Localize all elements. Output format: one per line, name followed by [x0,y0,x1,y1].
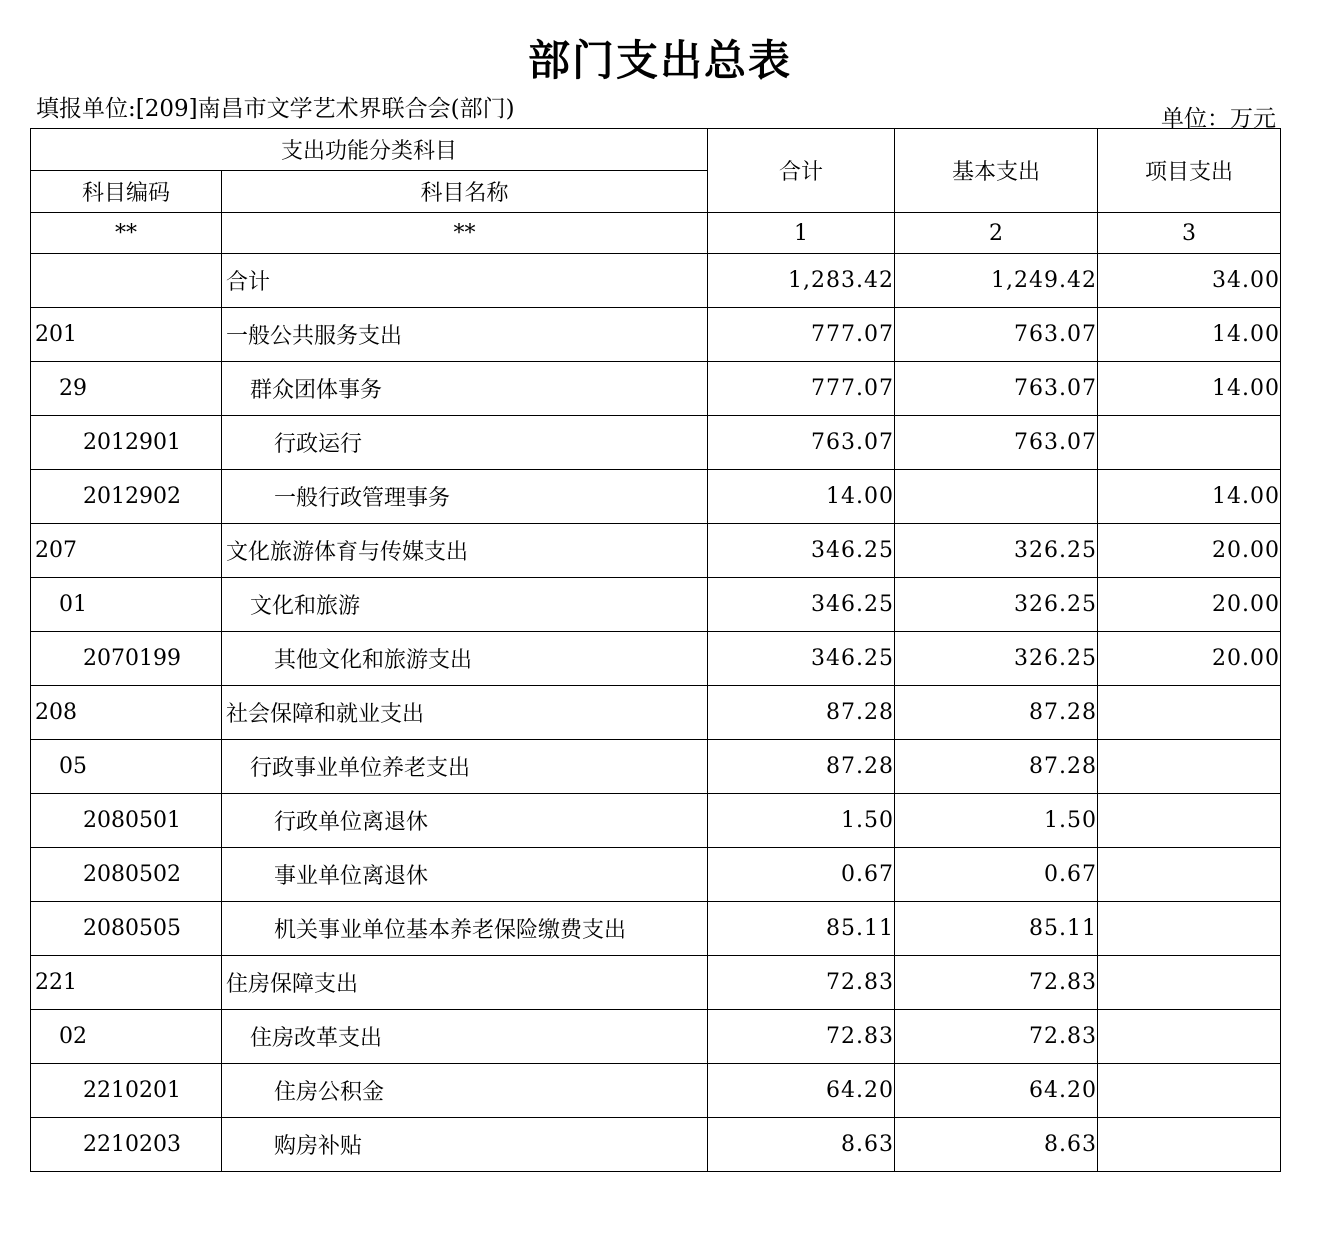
row-subject-name: 行政单位离退休 [222,794,708,848]
row-project-expenditure [1098,1118,1281,1172]
table-row [31,1064,1281,1118]
row-total: 763.07 [708,416,895,470]
table-row [31,470,1281,524]
row-subject-code: 2080505 [31,902,222,956]
header-total: 合计 [708,129,895,213]
row-project-expenditure [1098,740,1281,794]
row-subject-code: 2012901 [31,416,222,470]
row-total: 72.83 [708,1010,895,1064]
row-basic-expenditure [895,470,1098,524]
row-subject-name: 一般行政管理事务 [222,470,708,524]
header-subject-code: 科目编码 [31,171,222,213]
row-subject-name: 住房公积金 [222,1064,708,1118]
row-subject-name: 机关事业单位基本养老保险缴费支出 [222,902,708,956]
row-subject-code: 201 [31,308,222,362]
table-row [31,686,1281,740]
table-row [31,848,1281,902]
row-subject-code: 208 [31,686,222,740]
row-basic-expenditure: 763.07 [895,416,1098,470]
row-subject-code: 05 [31,740,222,794]
table-row [31,740,1281,794]
row-project-expenditure: 20.00 [1098,578,1281,632]
row-total: 1,283.42 [708,254,895,308]
row-basic-expenditure: 763.07 [895,308,1098,362]
header-project-expenditure: 项目支出 [1098,129,1281,213]
row-subject-name: 文化和旅游 [222,578,708,632]
row-basic-expenditure: 64.20 [895,1064,1098,1118]
row-subject-code: 02 [31,1010,222,1064]
row-subject-code: 29 [31,362,222,416]
row-project-expenditure [1098,1010,1281,1064]
table-row [31,578,1281,632]
row-total: 1.50 [708,794,895,848]
table-row [31,362,1281,416]
row-basic-expenditure: 326.25 [895,632,1098,686]
row-total: 8.63 [708,1118,895,1172]
row-subject-name: 住房改革支出 [222,1010,708,1064]
row-basic-expenditure: 326.25 [895,524,1098,578]
row-basic-expenditure: 8.63 [895,1118,1098,1172]
row-basic-expenditure: 0.67 [895,848,1098,902]
row-subject-code: 221 [31,956,222,1010]
row-subject-code: 01 [31,578,222,632]
row-subject-name: 其他文化和旅游支出 [222,632,708,686]
row-project-expenditure: 14.00 [1098,308,1281,362]
table-row [31,308,1281,362]
table-row [31,632,1281,686]
header-row-group [31,129,1281,171]
table-row [31,1118,1281,1172]
index-code: ** [31,213,222,254]
row-subject-code: 207 [31,524,222,578]
row-basic-expenditure: 87.28 [895,686,1098,740]
row-subject-name: 文化旅游体育与传媒支出 [222,524,708,578]
row-total: 346.25 [708,578,895,632]
row-subject-name: 行政事业单位养老支出 [222,740,708,794]
row-project-expenditure [1098,416,1281,470]
row-basic-expenditure: 87.28 [895,740,1098,794]
row-subject-name: 住房保障支出 [222,956,708,1010]
row-subject-name: 购房补贴 [222,1118,708,1172]
row-subject-code: 2070199 [31,632,222,686]
expenditure-table [30,128,1281,1172]
row-subject-code [31,254,222,308]
row-subject-name: 一般公共服务支出 [222,308,708,362]
row-total: 72.83 [708,956,895,1010]
row-basic-expenditure: 72.83 [895,956,1098,1010]
row-total: 346.25 [708,632,895,686]
row-basic-expenditure: 326.25 [895,578,1098,632]
header-category-group: 支出功能分类科目 [31,129,708,171]
index-name: ** [222,213,708,254]
row-subject-code: 2210201 [31,1064,222,1118]
header-row-index [31,213,1281,254]
index-project: 3 [1098,213,1281,254]
row-project-expenditure: 14.00 [1098,362,1281,416]
row-project-expenditure: 14.00 [1098,470,1281,524]
row-subject-code: 2080502 [31,848,222,902]
row-project-expenditure: 20.00 [1098,632,1281,686]
table-body [31,254,1281,1172]
page-title: 部门支出总表 [527,36,792,85]
row-subject-code: 2080501 [31,794,222,848]
table-row [31,1010,1281,1064]
row-subject-code: 2210203 [31,1118,222,1172]
row-total: 64.20 [708,1064,895,1118]
table-row [31,794,1281,848]
row-total: 777.07 [708,308,895,362]
row-basic-expenditure: 85.11 [895,902,1098,956]
row-basic-expenditure: 763.07 [895,362,1098,416]
row-total: 87.28 [708,686,895,740]
row-basic-expenditure: 1,249.42 [895,254,1098,308]
index-total: 1 [708,213,895,254]
row-total: 85.11 [708,902,895,956]
table-row [31,956,1281,1010]
row-project-expenditure [1098,848,1281,902]
row-project-expenditure [1098,686,1281,740]
index-basic: 2 [895,213,1098,254]
row-project-expenditure [1098,956,1281,1010]
table-row [31,902,1281,956]
row-total: 14.00 [708,470,895,524]
row-subject-name: 合计 [222,254,708,308]
row-subject-name: 社会保障和就业支出 [222,686,708,740]
filler-unit-label: 填报单位:[209]南昌市文学艺术界联合会(部门) [36,96,515,122]
row-subject-name: 事业单位离退休 [222,848,708,902]
row-total: 346.25 [708,524,895,578]
row-project-expenditure [1098,794,1281,848]
row-project-expenditure: 34.00 [1098,254,1281,308]
row-subject-name: 行政运行 [222,416,708,470]
row-basic-expenditure: 1.50 [895,794,1098,848]
table-row [31,254,1281,308]
header-basic-expenditure: 基本支出 [895,129,1098,213]
row-total: 777.07 [708,362,895,416]
currency-unit-label: 单位：万元 [1161,106,1276,132]
row-basic-expenditure: 72.83 [895,1010,1098,1064]
table-row [31,524,1281,578]
row-subject-code: 2012902 [31,470,222,524]
row-project-expenditure: 20.00 [1098,524,1281,578]
header-subject-name: 科目名称 [222,171,708,213]
row-subject-name: 群众团体事务 [222,362,708,416]
row-total: 87.28 [708,740,895,794]
row-project-expenditure [1098,902,1281,956]
row-project-expenditure [1098,1064,1281,1118]
row-total: 0.67 [708,848,895,902]
table-row [31,416,1281,470]
